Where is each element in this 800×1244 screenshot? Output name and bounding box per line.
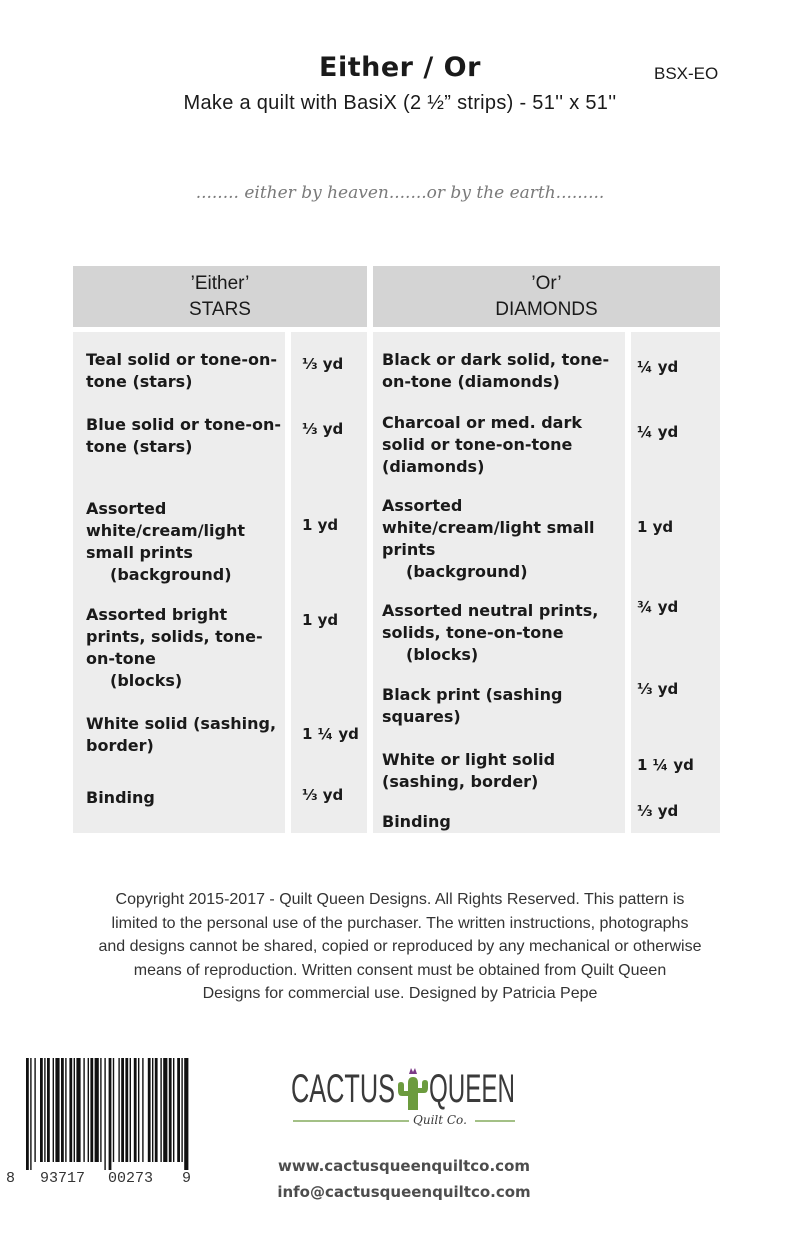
either-heading: STARS bbox=[189, 299, 251, 320]
email-link[interactable]: info@cactusqueenquiltco.com bbox=[277, 1183, 531, 1201]
copyright-notice: Copyright 2015-2017 - Quilt Queen Designs. All Rights Reserved. This pattern is limited to the personal use of the purchaser. The written instructions, photographs and designs cannot be shared, copied or reproduced by any mechanical or otherwise means of reproduction. Written consent must be obtained from Quilt Queen Designs for commercial use. Designed by Patricia Pepe bbox=[98, 891, 702, 1002]
or-qty-blocks: ¾ yd bbox=[637, 598, 679, 616]
or-item-blocks: Assorted neutral prints, solids, tone-on-tone (blocks) bbox=[382, 601, 599, 664]
or-heading: DIAMONDS bbox=[495, 299, 598, 320]
either-item-blue: Blue solid or tone-on- tone (stars) bbox=[86, 415, 281, 456]
either-quantity-column bbox=[291, 332, 367, 833]
logo-word-cactus: CACTUS bbox=[291, 1067, 395, 1111]
either-qty-binding: ⅓ yd bbox=[302, 786, 344, 804]
or-label: ’Or’ bbox=[531, 273, 562, 294]
cactus-icon bbox=[398, 1068, 428, 1110]
pattern-subtitle: Make a quilt with BasiX (2 ½” strips) - 51'' x 51'' bbox=[183, 92, 617, 114]
either-item-background: Assorted white/cream/light small prints (background) bbox=[86, 499, 245, 584]
or-qty-sashing: 1 ¼ yd bbox=[637, 756, 694, 774]
cactus-queen-logo bbox=[289, 1025, 521, 1137]
logo-script: Quilt Co. bbox=[413, 1113, 467, 1127]
website-link[interactable]: www.cactusqueenquiltco.com bbox=[277, 1157, 531, 1175]
either-header bbox=[73, 266, 367, 327]
logo-word-queen: QUEEN bbox=[429, 1067, 515, 1111]
either-item-binding: Binding bbox=[86, 788, 155, 807]
or-item-squares: Black print (sashing squares) bbox=[382, 685, 563, 726]
either-qty-blocks: 1 yd bbox=[302, 611, 339, 629]
or-qty-squares: ⅓ yd bbox=[637, 680, 679, 698]
either-item-sashing: White solid (sashing, border) bbox=[86, 714, 277, 755]
or-item-dark: Black or dark solid, tone- on-tone (diamonds) bbox=[382, 350, 610, 391]
or-qty-binding: ⅓ yd bbox=[637, 802, 679, 820]
or-item-charcoal: Charcoal or med. dark solid or tone-on-tone (diamonds) bbox=[382, 413, 583, 476]
tagline: ........ either by heaven.......or by the earth......... bbox=[195, 183, 605, 203]
either-label: ’Either’ bbox=[190, 273, 250, 294]
or-item-binding: Binding bbox=[382, 812, 451, 831]
or-qty-charcoal: ¼ yd bbox=[637, 423, 679, 441]
either-item-teal: Teal solid or tone-on- tone (stars) bbox=[86, 350, 277, 391]
or-item-sashing: White or light solid (sashing, border) bbox=[382, 750, 556, 791]
pattern-code: BSX-EO bbox=[654, 64, 719, 83]
either-qty-background: 1 yd bbox=[302, 516, 339, 534]
either-qty-blue: ⅓ yd bbox=[302, 420, 344, 438]
barcode-bars bbox=[24, 1058, 194, 1170]
pattern-title: Either / Or bbox=[319, 52, 481, 83]
either-item-blocks: Assorted bright prints, solids, tone- on-tone (blocks) bbox=[86, 605, 263, 690]
or-qty-dark: ¼ yd bbox=[637, 358, 679, 376]
either-qty-teal: ⅓ yd bbox=[302, 355, 344, 373]
or-qty-background: 1 yd bbox=[637, 518, 674, 536]
or-item-background: Assorted white/cream/light small prints (background) bbox=[382, 496, 595, 581]
either-qty-sashing: 1 ¼ yd bbox=[302, 725, 359, 743]
or-header bbox=[373, 266, 720, 327]
